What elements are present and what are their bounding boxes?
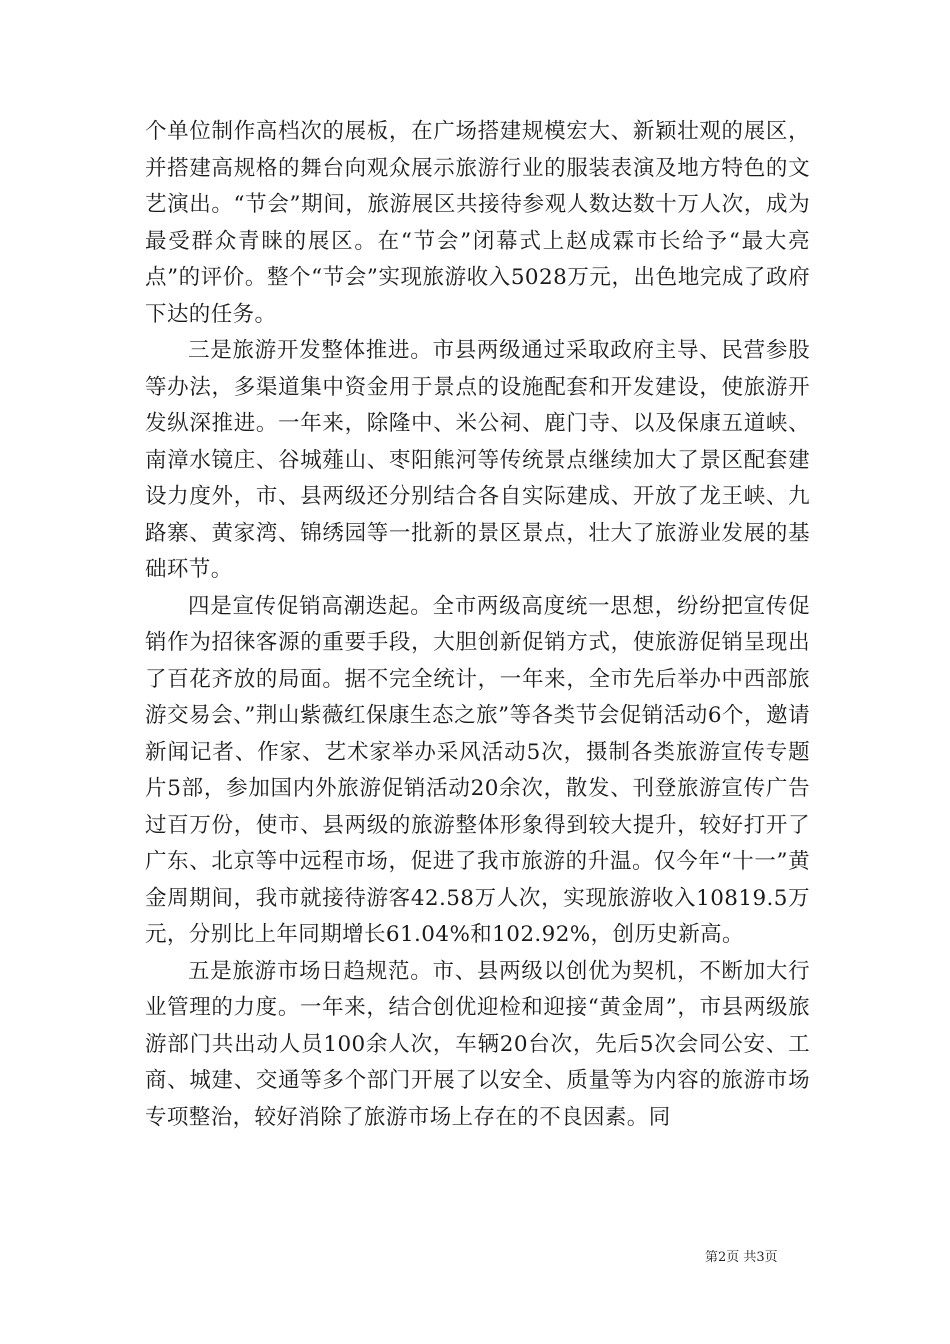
- paragraph-continuation: 个单位制作高档次的展板，在广场搭建规模宏大、新颖壮观的展区，并搭建高规格的舞台向观众展示旅游行业的服装表演及地方特色的文艺演出。“节会”期间，旅游展区共接待参观人数达数十万人次，成为最受群众青睐的展区。在“节会”闭幕式上赵成霖市长给予“最大亮点”的评价。整个“节会”实现旅游收入5028万元，出色地完成了政府下达的任务。: [145, 119, 810, 327]
- paragraph-market-regulation: 五是旅游市场日趋规范。市、县两级以创优为契机，不断加大行业管理的力度。一年来，结合创优迎检和迎接“黄金周”，市县两级旅游部门共出动人员100余人次，车辆20台次，先后5次会同公安、工商、城建、交通等多个部门开展了以安全、质量等为内容的旅游市场专项整治，较好消除了旅游市场上存在的不良因素。同: [145, 958, 810, 1130]
- paragraph-tourism-development: 三是旅游开发整体推进。市县两级通过采取政府主导、民营参股等办法，多渠道集中资金用于景点的设施配套和开发建设，使旅游开发纵深推进。一年来，除隆中、米公祠、鹿门寺、以及保康五道峡、南漳水镜庄、谷城薤山、枣阳熊河等传统景点继续加大了景区配套建设力度外，市、县两级还分别结合各自实际建成、开放了龙王峡、九路寨、黄家湾、锦绣园等一批新的景区景点，壮大了旅游业发展的基础环节。: [145, 338, 810, 582]
- page-number-footer: 第2页 共3页: [705, 1250, 778, 1265]
- document-body: [145, 114, 810, 1136]
- paragraph-promotion: 四是宣传促销高潮迭起。全市两级高度统一思想，纷纷把宣传促销作为招徕客源的重要手段，大胆创新促销方式，使旅游促销呈现出了百花齐放的局面。据不完全统计，一年来，全市先后举办中西部旅游交易会、”荆山紫薇红保康生态之旅”等各类节会促销活动6个，邀请新闻记者、作家、艺术家举办采风活动5次，摄制各类旅游宣传专题片5部，参加国内外旅游促销活动20余次，散发、刊登旅游宣传广告过百万份，使市、县两级的旅游整体形象得到较大提升，较好打开了广东、北京等中远程市场，促进了我市旅游的升温。仅今年“十一”黄金周期间，我市就接待游客42.58万人次，实现旅游收入10819.5万元，分别比上年同期增长61.04%和102.92%，创历史新高。: [145, 593, 810, 947]
